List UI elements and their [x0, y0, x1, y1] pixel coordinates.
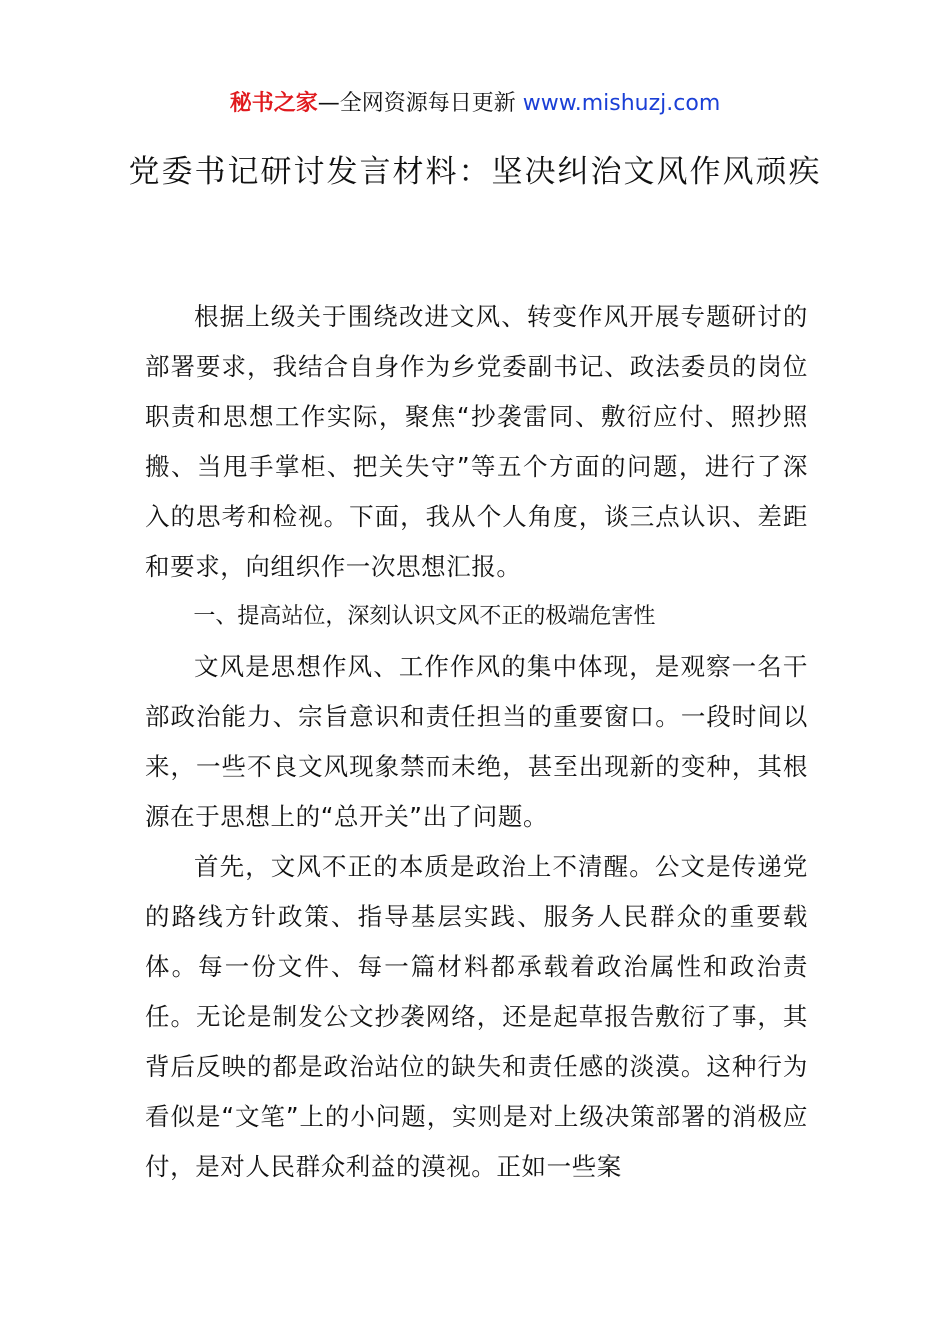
body-paragraph: 首先，文风不正的本质是政治上不清醒。公文是传递党的路线方针政策、指导基层实践、服务人民群众的重要载体。每一份文件、每一篇材料都承载着政治属性和政治责任。无论是制发公文抄袭网络，还是起草报告敷衍了事，其背后反映的都是政治站位的缺失和责任感的淡漠。这种行为看似是“文笔”上的小问题，实则是对上级决策部署的消极应付，是对人民群众利益的漠视。正如一些案	[145, 852, 808, 1181]
site-header	[0, 86, 950, 122]
brand-name: 秘书之家	[229, 91, 318, 116]
site-url-link[interactable]: www.mishuzj.com	[522, 91, 721, 116]
intro-paragraph: 根据上级关于围绕改进文风、转变作风开展专题研讨的部署要求，我结合自身作为乡党委副书记、政法委员的岗位职责和思想工作实际，聚焦“抄袭雷同、敷衍应付、照抄照搬、当甩手掌柜、把关失守”等五个方面的问题，进行了深入的思考和检视。下面，我从个人角度，谈三点认识、差距和要求，向组织作一次思想汇报。	[145, 302, 808, 581]
document-title: 党委书记研讨发言材料：坚决纠治文风作风顽疾	[128, 154, 822, 190]
body-paragraph: 文风是思想作风、工作作风的集中体现，是观察一名干部政治能力、宗旨意识和责任担当的重要窗口。一段时间以来，一些不良文风现象禁而未绝，甚至出现新的变种，其根源在于思想上的“总开关”出了问题。	[145, 652, 808, 831]
section-heading: 一、提高站位，深刻认识文风不正的极端危害性	[193, 604, 656, 629]
header-tagline: —全网资源每日更新	[317, 91, 523, 116]
document-body	[145, 292, 808, 1192]
